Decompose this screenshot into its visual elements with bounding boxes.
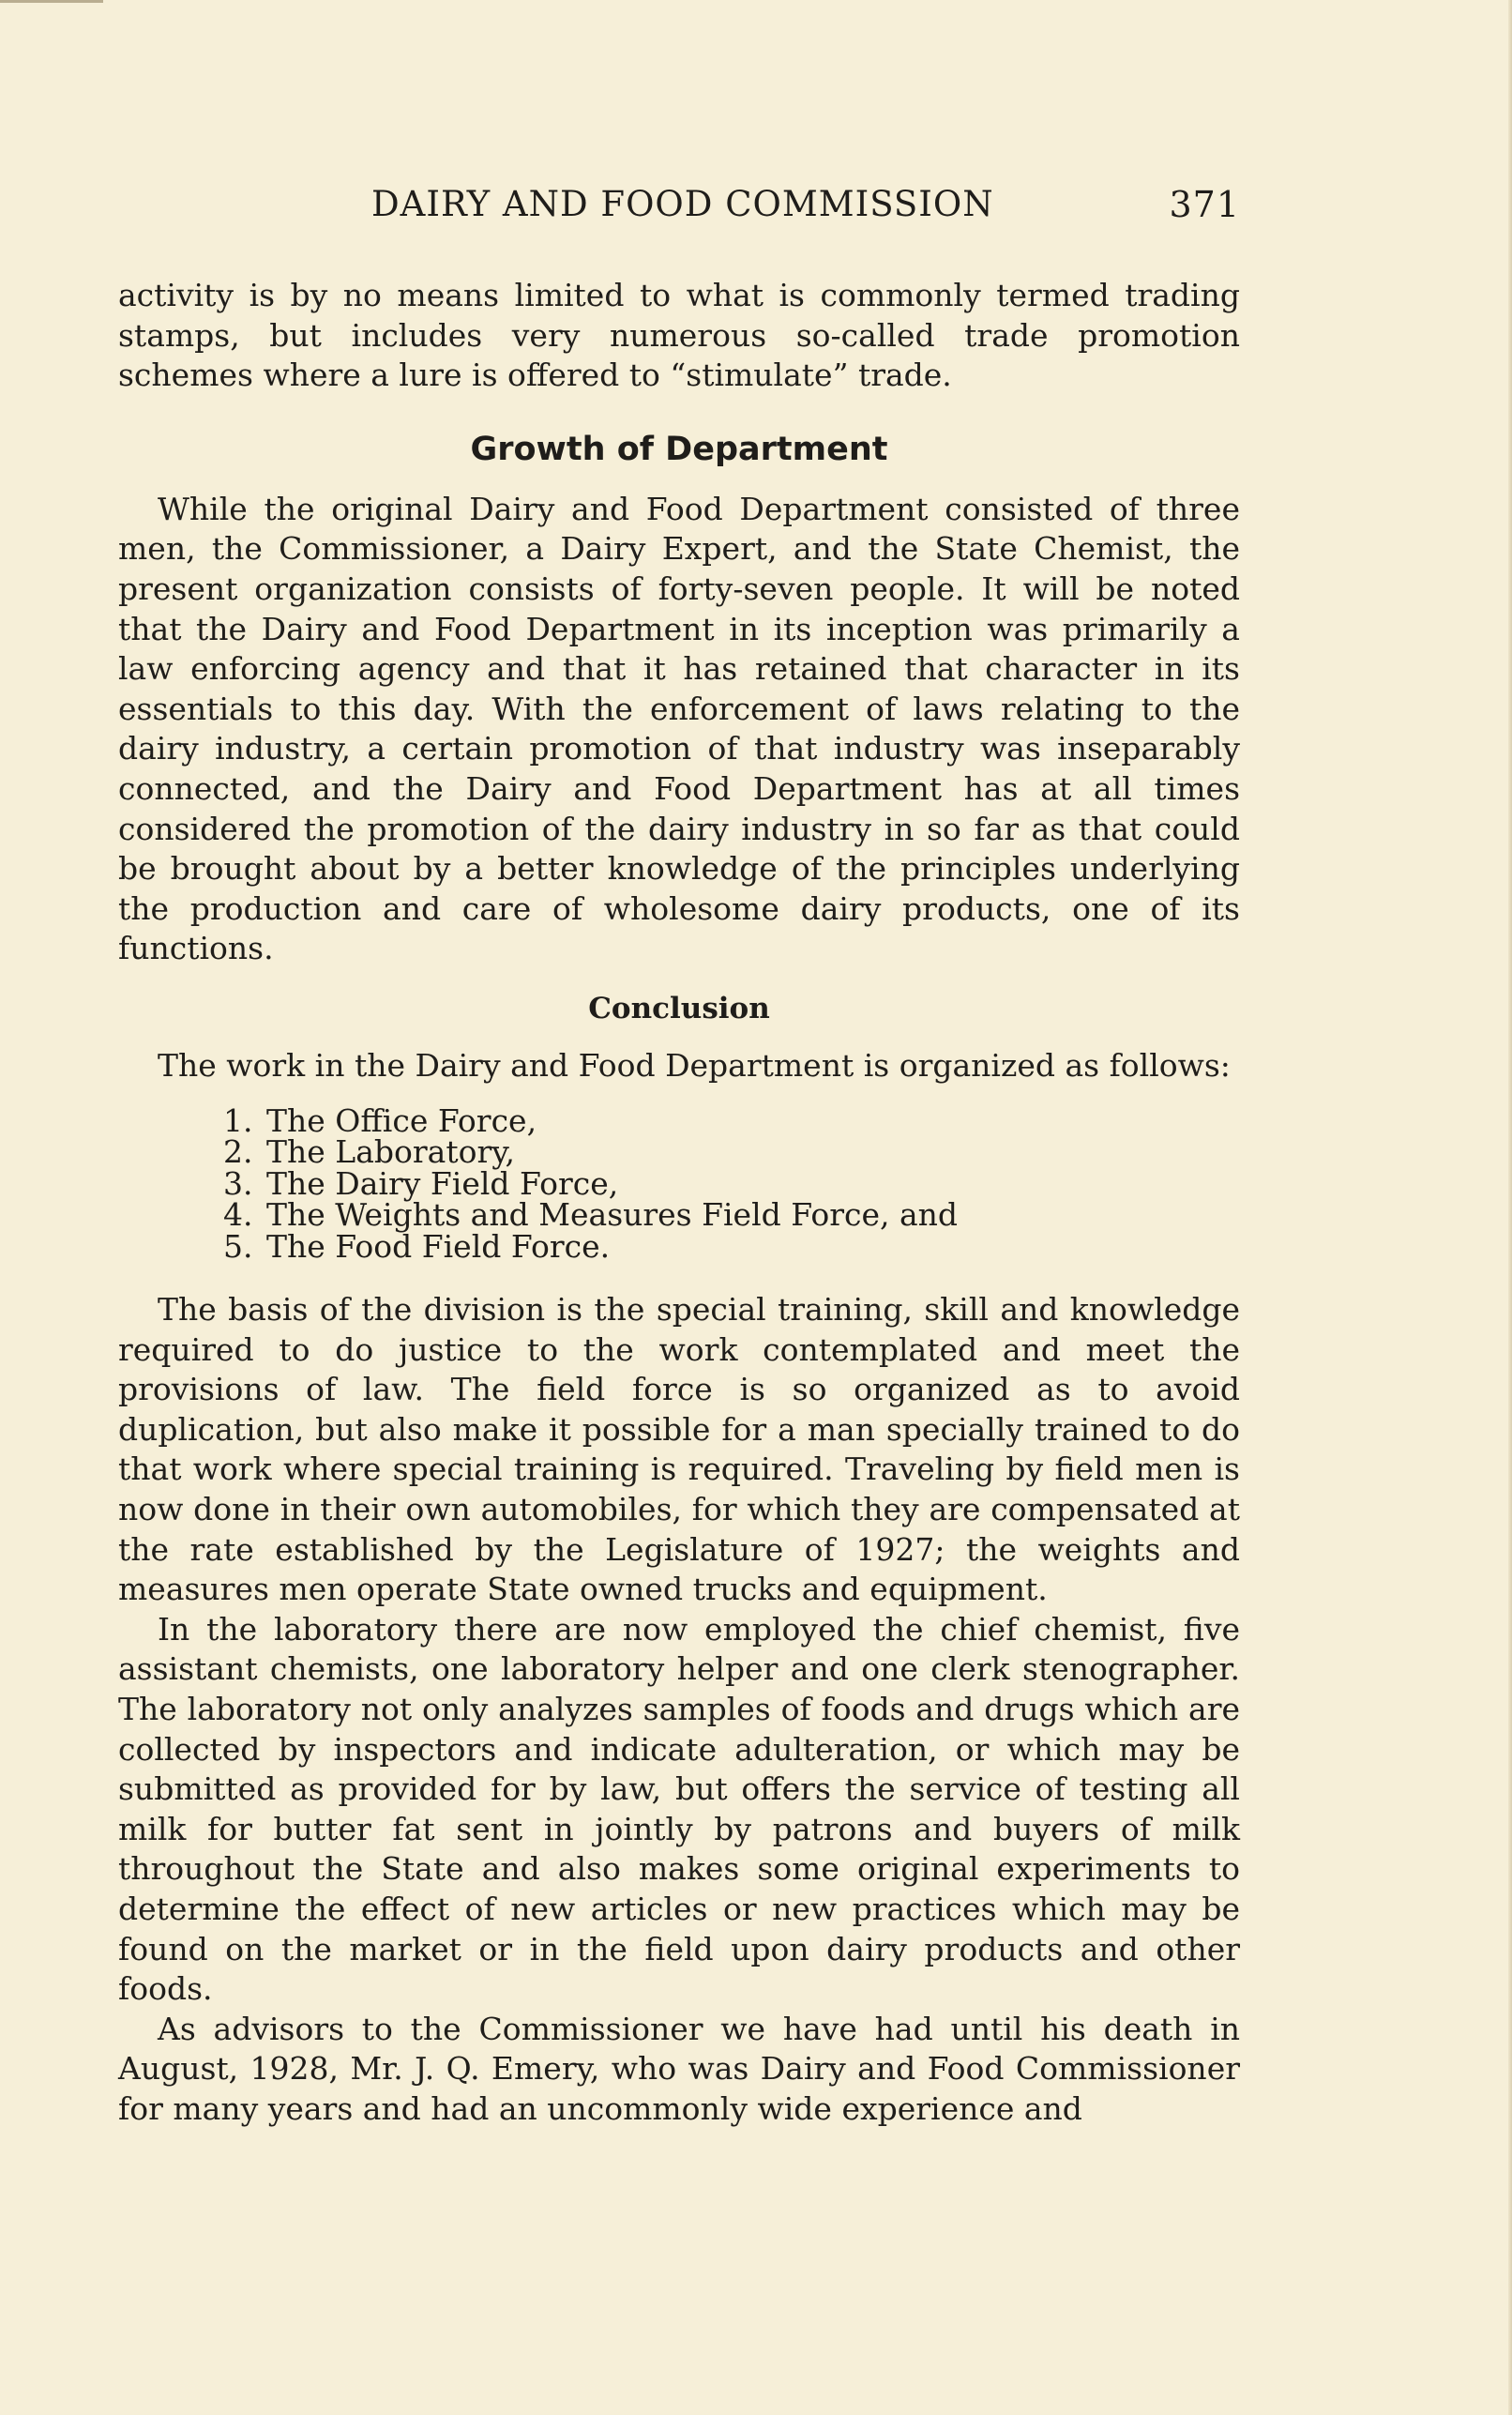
advisors-paragraph: As advisors to the Commissioner we have had until his death in August, 1928, Mr. J. Q. Emery, who was Dairy and Food Commissioner for many years and had an uncommonly wide experience and — [118, 2010, 1240, 2127]
list-item-text: The Office Force, — [266, 1101, 537, 1139]
list-item — [223, 1196, 1240, 1233]
page-edge-mark — [0, 0, 103, 3]
list-item-text: The Laboratory, — [266, 1133, 515, 1170]
page-edge-shadow — [1508, 0, 1512, 2415]
list-item-number: 5. — [223, 1227, 253, 1265]
division-paragraph: The basis of the division is the special training, skill and knowledge required to do justice to the work contemplated and meet the provisions of law. The field force is so organized as to avoid duplication, but also make it possible for a man specially trained to do that work where special training is required. Traveling by field men is now done in their own automobiles, for which they are compensated at the rate established by the Legislature of 1927; the weights and measures men operate State owned trucks and equipment. — [118, 1291, 1240, 1608]
force-list — [223, 1101, 1240, 1265]
list-item-text: The Dairy Field Force, — [266, 1164, 619, 1202]
running-head-title: DAIRY AND FOOD COMMISSION — [371, 184, 994, 224]
list-item — [223, 1164, 1240, 1202]
list-item-number: 4. — [223, 1196, 253, 1233]
list-item — [223, 1101, 1240, 1139]
conclusion-intro-paragraph: The work in the Dairy and Food Department is organized as follows: — [158, 1046, 1231, 1084]
list-item — [223, 1133, 1240, 1170]
growth-paragraph: While the original Dairy and Food Department consisted of three men, the Commissioner, a Dairy Expert, and the State Chemist, the present organization consists of forty-seven people. It will be noted that the Dairy and Food Department in its inception was primarily a law enforcing agency and that it has retained that character in its essentials to this day. With the enforcement of laws relating to the dairy industry, a certain promotion of that industry was inseparably connected, and the Dairy and Food Department has at all times considered the promotion of the dairy industry in so far as that could be brought about by a better knowledge of the principles underlying the production and care of wholesome dairy products, one of its functions. — [118, 490, 1240, 967]
list-item-text: The Weights and Measures Field Force, and — [266, 1196, 959, 1233]
intro-paragraph: activity is by no means limited to what is commonly termed trading stamps, but includes very numerous so-called trade promotion schemes where a lure is offered to “stimulate” trade. — [118, 277, 1240, 394]
growth-heading: Growth of Department — [470, 430, 888, 468]
list-item-number: 2. — [223, 1133, 253, 1170]
list-item-text: The Food Field Force. — [266, 1227, 611, 1265]
laboratory-paragraph: In the laboratory there are now employed the chief chemist, five assistant chemists, one laboratory helper and one clerk stenographer. The laboratory not only analyzes samples of foods and drugs which are collected by inspectors and indicate adulteration, or which may be submitted as provided for by law, but offers the service of testing all milk for butter fat sent in jointly by patrons and buyers of milk throughout the State and also makes some original experiments to determine the effect of new articles or new practices which may be found on the market or in the field upon dairy products and other foods. — [118, 1610, 1240, 2008]
conclusion-heading: Conclusion — [588, 991, 770, 1025]
page-number: 371 — [1169, 184, 1240, 225]
list-item-number: 1. — [223, 1101, 253, 1139]
list-item-number: 3. — [223, 1164, 253, 1202]
page-content — [118, 184, 1240, 2129]
running-head — [118, 184, 1240, 236]
list-item — [223, 1227, 1240, 1265]
